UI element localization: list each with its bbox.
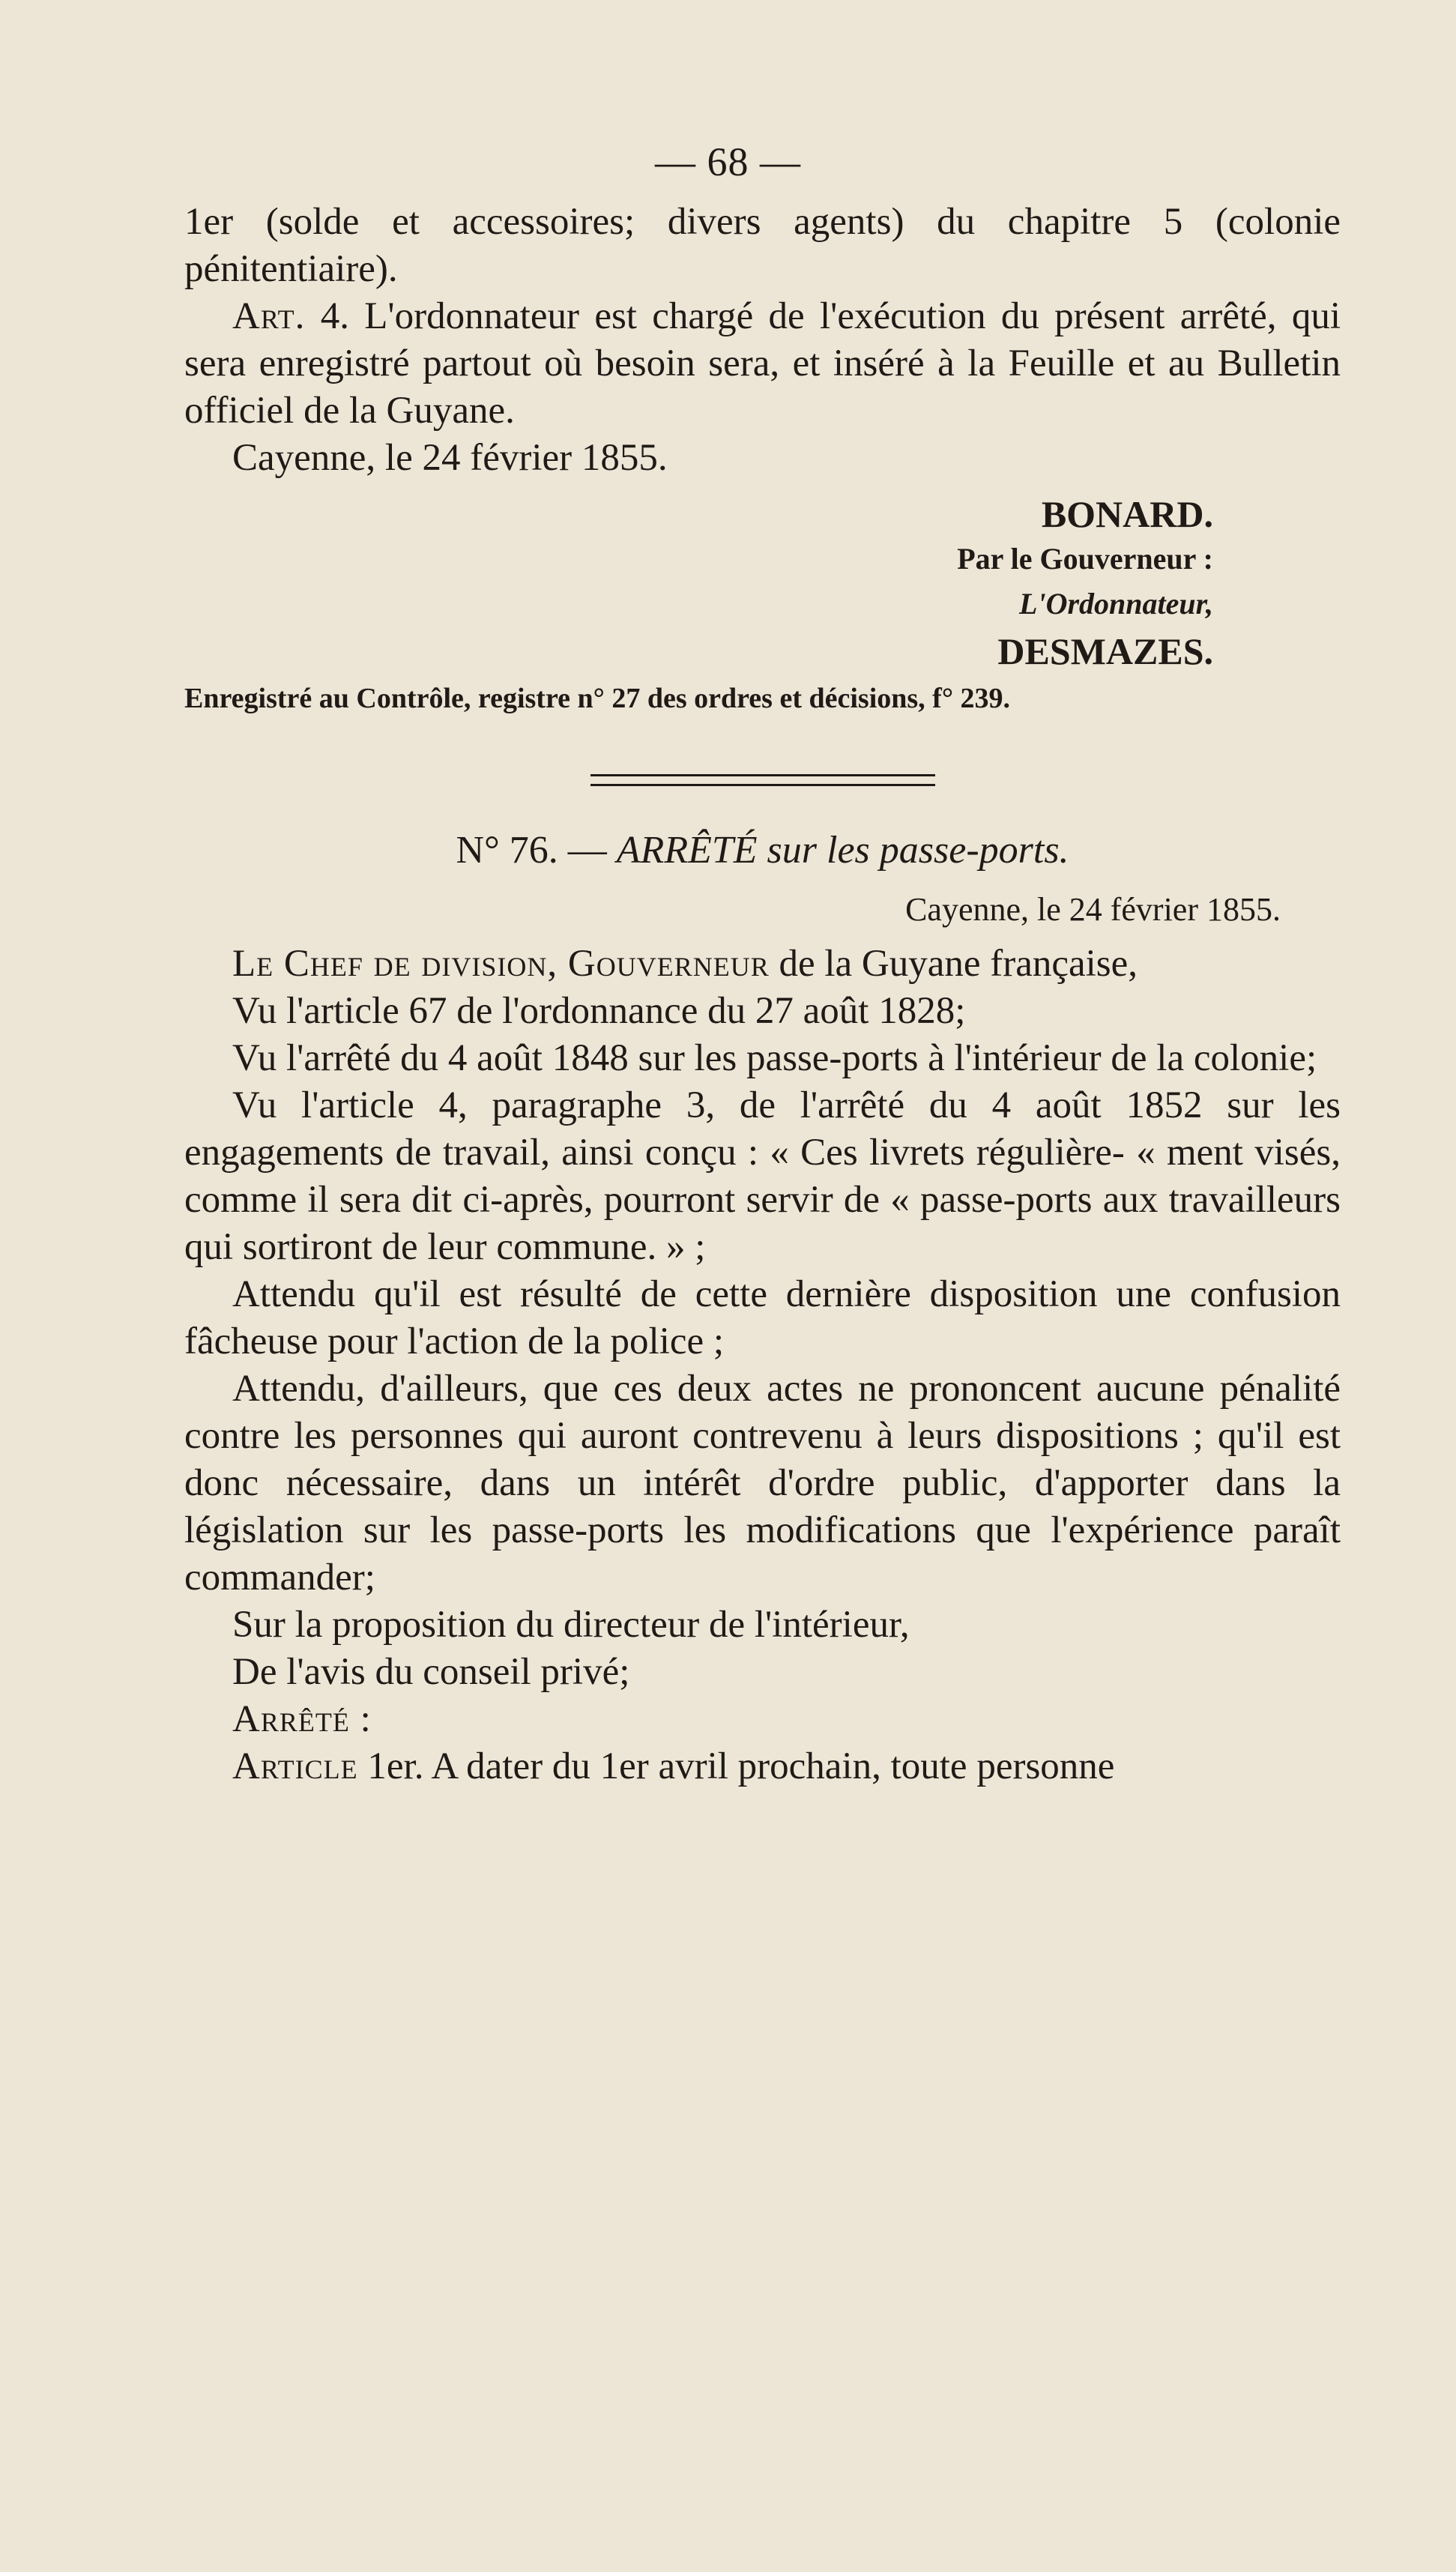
registration-note: Enregistré au Contrôle, registre n° 27 des ordres et décisions, f° 239.	[184, 683, 1011, 714]
issuer-smallcaps: Le Chef de division, Gouverneur	[232, 943, 770, 985]
article-4	[184, 293, 1341, 435]
preamble-issuer	[184, 941, 1341, 988]
preamble-item: Attendu, d'ailleurs, que ces deux actes ne prononcent aucune pénalité contre les personnes qui auront contrevenu à leurs dispositions ; qu'il est donc nécessaire, dans un intérêt d'ordre public, d'apporter dans la législation sur les passe-ports les modifications que l'expérience paraît commander;	[184, 1368, 1341, 1599]
preamble-item: Vu l'article 4, paragraphe 3, de l'arrêté du 4 août 1852 sur les engagements de travail, ainsi conçu : « Ces livrets régulière- « ment visés, comme il sera dit ci-après, pourront servir de « passe-ports aux travailleurs qui sortiront de leur commune. » ;	[184, 1084, 1341, 1268]
article-1-text: 1er. A dater du 1er avril prochain, toute personne	[367, 1745, 1115, 1787]
article-1-label: Article	[232, 1745, 358, 1787]
preamble-item: Attendu qu'il est résulté de cette dernière disposition une confusion fâcheuse pour l'action de la police ;	[184, 1273, 1341, 1362]
decree-title: ARRÊTÉ sur les passe-ports.	[616, 829, 1069, 872]
preamble-item: Sur la proposition du directeur de l'intérieur,	[232, 1604, 910, 1646]
issuer-rest: de la Guyane française,	[779, 943, 1138, 985]
arrete-heading: Arrêté :	[232, 1698, 372, 1740]
article-4-label: Art.	[232, 295, 306, 337]
section-divider	[590, 774, 935, 786]
preamble-item: Vu l'arrêté du 4 août 1848 sur les passe-ports à l'intérieur de la colonie;	[232, 1037, 1317, 1079]
signature-role: L'Ordonnateur,	[1019, 587, 1213, 621]
decree-dash: —	[567, 829, 607, 872]
preamble-item: De l'avis du conseil privé;	[232, 1651, 630, 1693]
decree-heading	[184, 825, 1341, 876]
preamble-item: Vu l'article 67 de l'ordonnance du 27 août 1828;	[232, 990, 966, 1032]
decree-dateline: Cayenne, le 24 février 1855.	[905, 891, 1281, 928]
place-date: Cayenne, le 24 février 1855.	[232, 437, 668, 479]
signature-name: BONARD.	[1041, 493, 1213, 535]
article-4-text: 4. L'ordonnateur est chargé de l'exécution du présent arrêté, qui sera enregistré partout où besoin sera, et inséré à la Feuille et au Bulletin officiel de la Guyane.	[184, 295, 1341, 432]
article-1	[184, 1743, 1341, 1790]
decree-number: N° 76.	[456, 829, 558, 872]
signature-by: Par le Gouverneur :	[957, 542, 1213, 576]
signature-official: DESMAZES.	[997, 630, 1213, 672]
page-number: — 68 —	[655, 139, 801, 184]
page-body	[184, 199, 1341, 1790]
paragraph-continuation: 1er (solde et accessoires; divers agents) du chapitre 5 (colonie pénitentiaire).	[184, 201, 1341, 290]
